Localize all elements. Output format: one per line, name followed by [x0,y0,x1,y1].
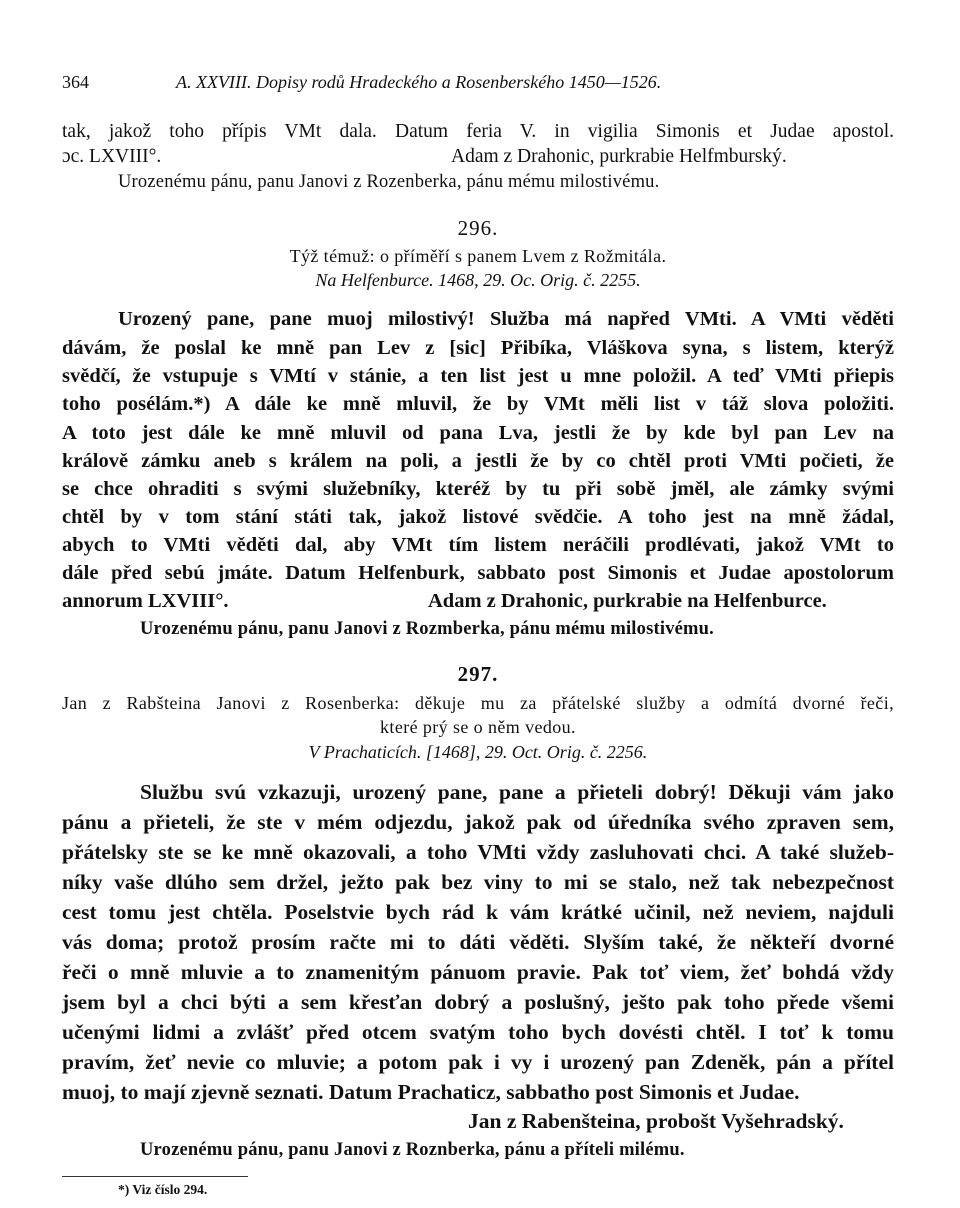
text-line: Službu svú vzkazuji, urozený pane, pane a přieteli dobrý! Děkuji vám jako [140,780,894,804]
page-number: 364 [62,72,89,92]
text-line: pravím, žeť nevie co mluvie; a potom pak i vy i urozený pan Zdeněk, pán a přítel [62,1050,894,1074]
letter-regest: Jan z Rabšteina Janovi z Rosenberka: děkuje mu za přátelské služby a odmítá dvorné řeči, [62,693,894,713]
letter-source: Na Helfenburce. 1468, 29. Oc. Orig. č. 2255. [315,270,641,290]
text-line: dále před sebú jmáte. Datum Helfenburk, sabbato post Simonis et Judae apostolorum [62,562,894,584]
letter-regest: které prý se o něm vedou. [380,717,576,737]
letter-number: 297. [457,662,499,686]
letter-number: 296. [457,216,499,240]
text-line: chtěl by v tom stání státi tak, jakož listové svědčie. A toho jest na mně žádal, [62,506,894,528]
letter-source: V Prachaticích. [1468], 29. Oct. Orig. č. 2256. [308,742,648,762]
text-line: toho posélám.*) A dále ke mně mluvil, že by VMt měli list v táž slova položiti. [62,393,894,415]
address-line: Urozenému pánu, panu Janovi z Rozenberka, pánu mému milostivému. [118,172,660,192]
signature: Jan z Rabenšteina, probošt Vyšehradský. [468,1109,844,1133]
footnote: *) Viz číslo 294. [118,1182,208,1197]
text-line: abych to VMti věděti dal, aby VMt tím listem neráčili prodlévati, jakož VMt to [62,534,894,556]
signature: Adam z Drahonic, purkrabie Helfmburský. [451,146,787,167]
text-line: králově zámku aneb s králem na poli, a jestli že by co chtěl proti VMti počieti, že [62,450,894,472]
address-line: Urozenému pánu, panu Janovi z Rozmberka, pánu mému milostivému. [140,619,714,639]
text-line: muoj, to mají zjevně seznati. Datum Prachaticz, sabbatho post Simonis et Judae. [62,1080,800,1104]
letter-regest: Týž témuž: o příměří s panem Lvem z Rožmitála. [289,246,667,266]
date-year: annorum LXVIII°. [62,590,229,612]
text-line: se chce ohraditi s svými služebníky, kteréž by tu při sobě jměl, ale zámky svými [62,478,894,500]
address-line: Urozenému pánu, panu Janovi z Roznberka, pánu a příteli milému. [140,1140,685,1160]
closing-line [62,146,894,168]
text-line: vás doma; protož prosím račte mi to dáti věděti. Slyším také, že někteří dvorné [62,930,894,954]
text-line: A toto jest dále ke mně mluvil od pana Lva, jestli že by kde byl pan Lev na [62,422,894,444]
text-line: tak, jakož toho přípis VMt dala. Datum feria V. in vigilia Simonis et Judae apostol. [62,121,894,142]
closing-line [62,590,894,614]
text-line: Urozený pane, pane muoj milostivý! Služba má napřed VMti. A VMti věděti [118,308,894,330]
text-line: řeči o mně mluvie a to znamenitým pánuom pravie. Pak toť viem, žeť bohdá vždy [62,960,894,984]
text-line: učenými lidmi a zvlášť před otcem svatým toho bych dovésti chtěl. I toť k tomu [62,1020,894,1044]
date-year: ɔc. LXVIII°. [62,146,162,167]
running-title: A. XXVIII. Dopisy rodů Hradeckého a Rosenberského 1450—1526. [176,72,662,92]
text-line: cest tomu jest chtěla. Poselstvie bych rád k vám krátké učinil, než neviem, najduli [62,900,894,924]
text-line: jsem byl a chci býti a sem křesťan dobrý a poslušný, ješto pak toho přede všemi [62,990,894,1014]
text-line: pánu a přieteli, že ste v mém odjezdu, jakož pak od úředníka svého zpraven sem, [62,810,894,834]
text-line: svědčí, že vstupuje s VMtí v stánie, a ten list jest u mne položil. A teď VMti přiepis [62,365,894,387]
footnote-rule [62,1176,248,1177]
text-line: níky vaše dlúho sem držel, ježto pak bez viny to mi se stalo, než tak nebezpečnost [62,870,894,894]
text-line: dávám, že poslal ke mně pan Lev z [sic] Přibíka, Vláškova syna, s listem, kterýž [62,337,894,359]
signature: Adam z Drahonic, purkrabie na Helfenburce. [428,590,827,612]
text-line: přátelsky ste se ke mně okazovali, a toho VMti vždy zasluhovati chci. A také služeb- [62,840,894,864]
